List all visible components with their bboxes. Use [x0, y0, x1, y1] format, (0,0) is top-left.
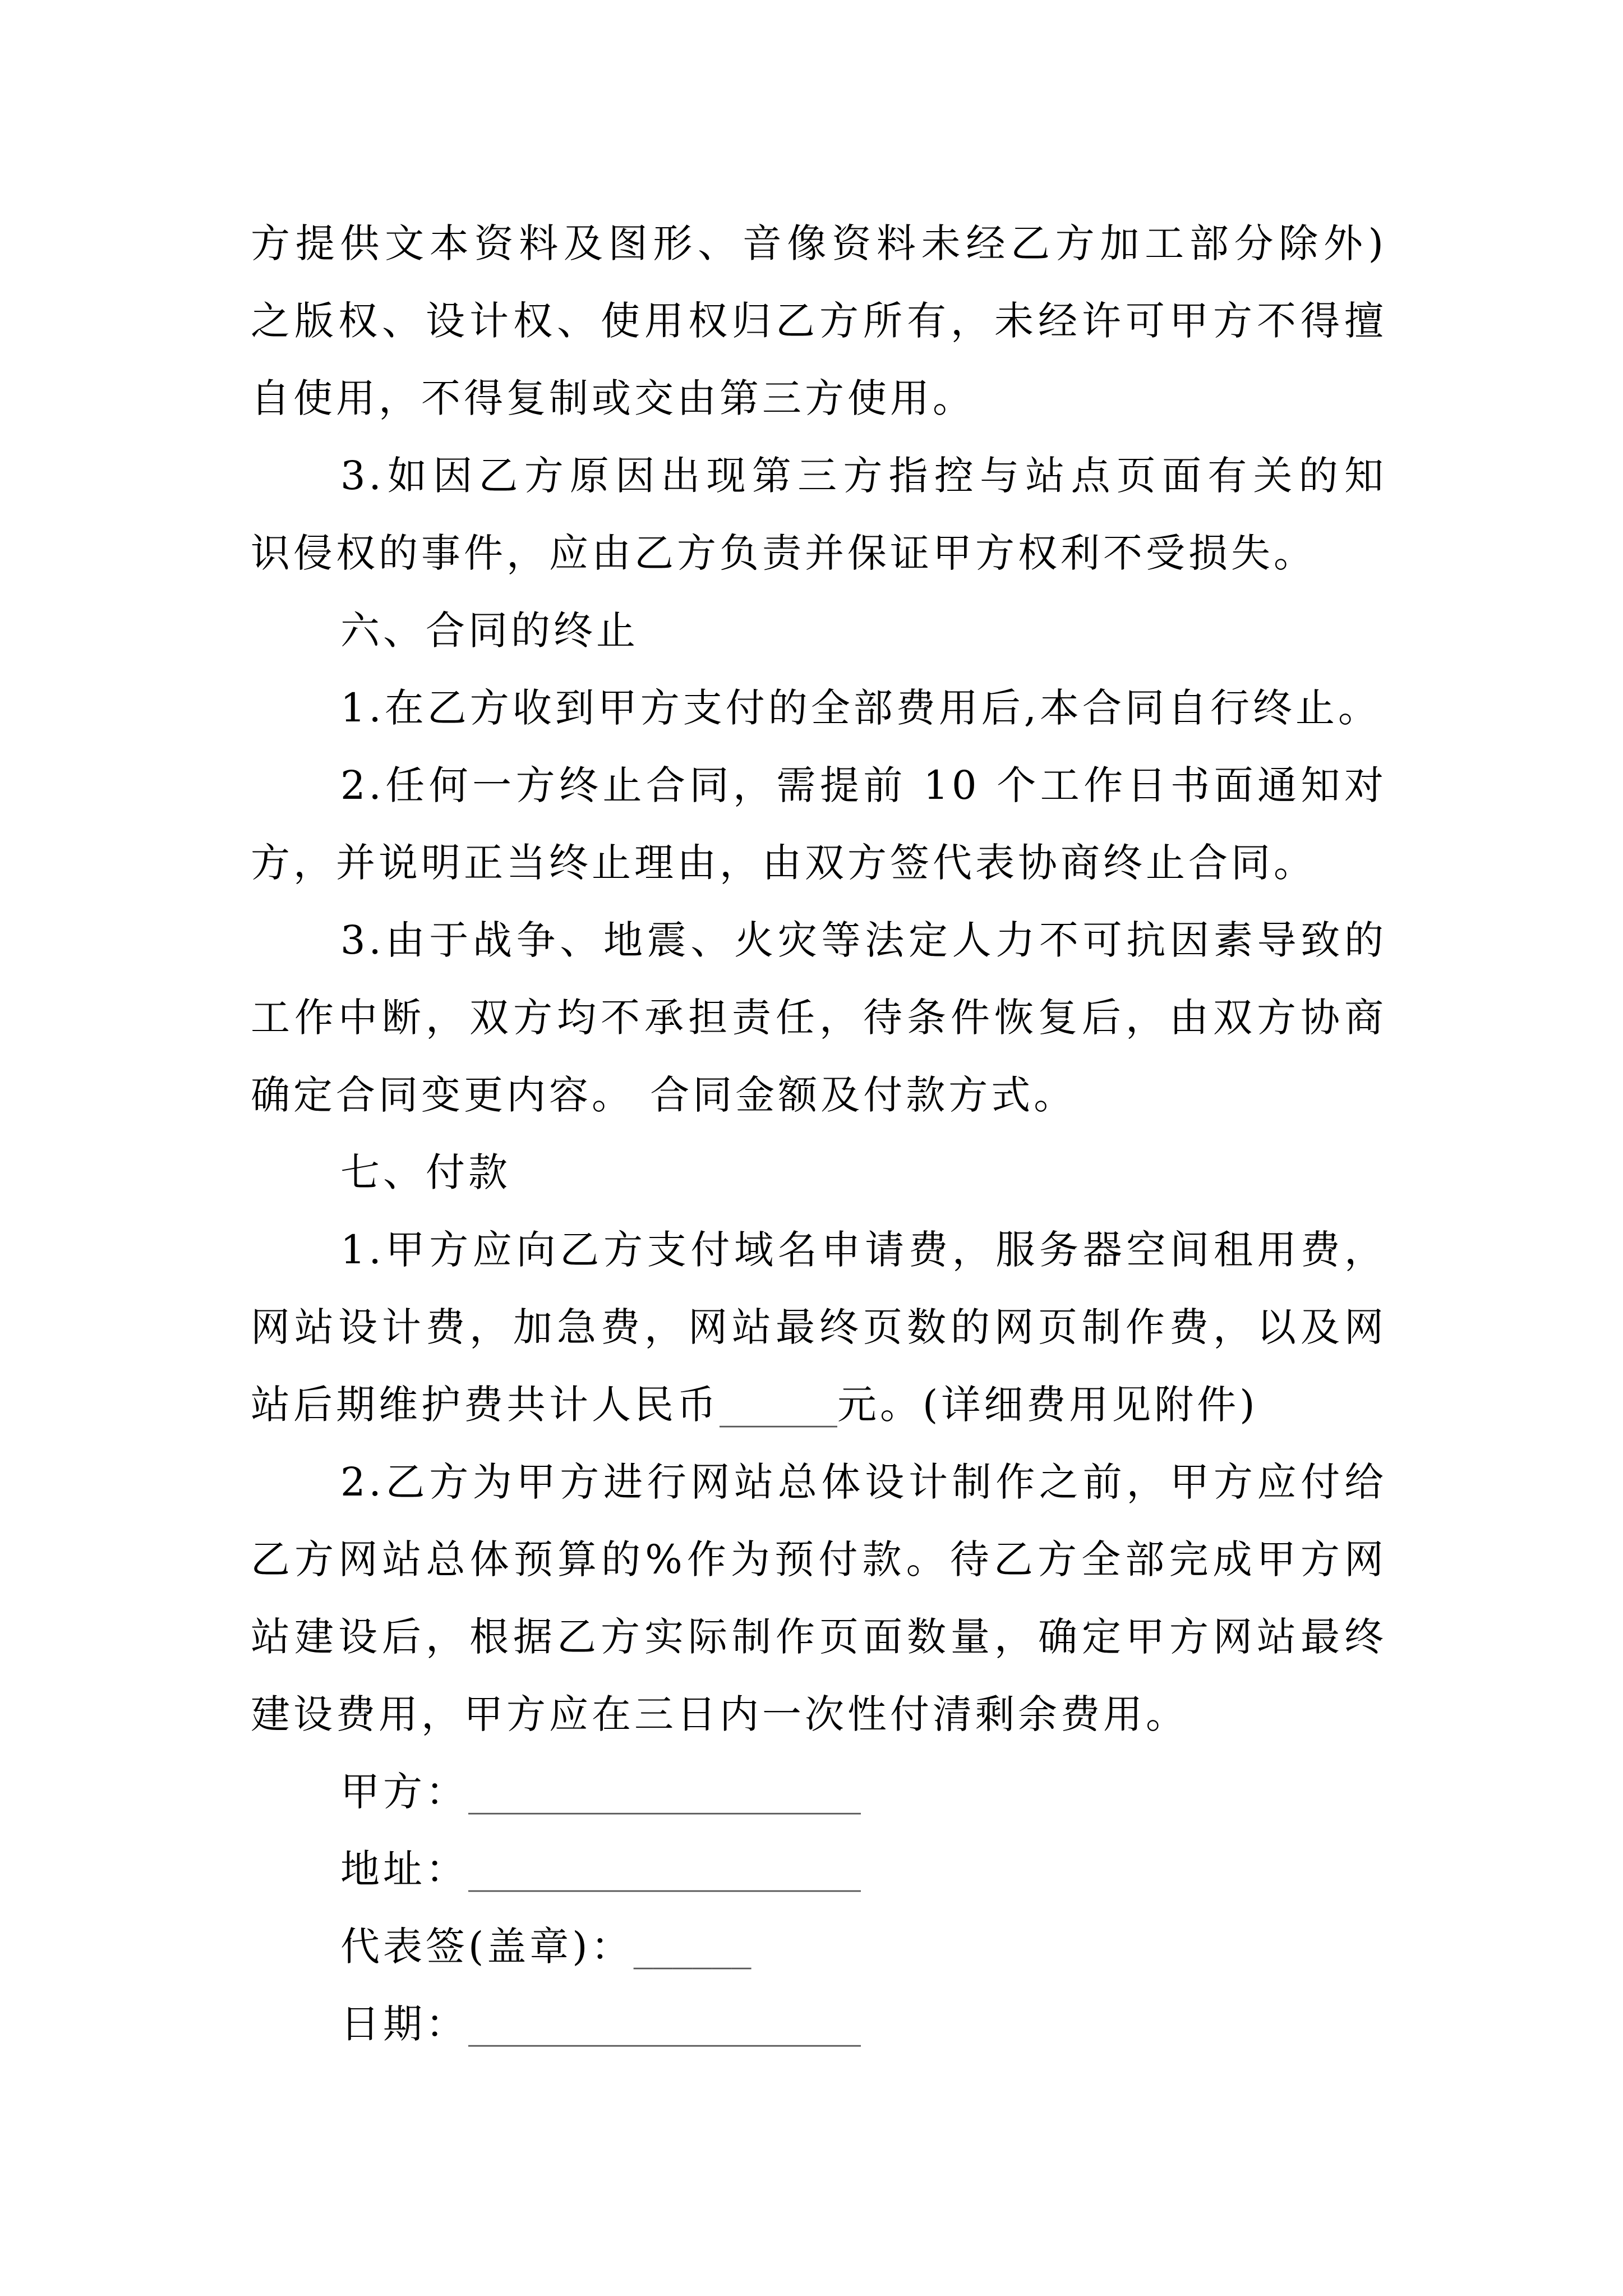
text-line: 自使用，不得复制或交由第三方使用。 [251, 375, 975, 421]
signature-representative [251, 1908, 1387, 1985]
text-line: 2.乙方为甲方进行网站总体设计制作之前，甲方应付给 [340, 1459, 1387, 1505]
date-label: 日期： [340, 2001, 468, 2047]
signature-address [251, 1830, 1387, 1908]
address-blank: ____________________ [468, 1846, 861, 1892]
text-line: 之版权、设计权、使用权归乙方所有，未经许可甲方不得擅 [251, 298, 1387, 344]
text-line: 方，并说明正当终止理由，由双方签代表协商终止合同。 [251, 840, 1316, 886]
signature-party-a [251, 1753, 1387, 1830]
text-line: 3.由于战争、地震、火灾等法定人力不可抗因素导致的 [340, 917, 1387, 963]
text-line: 工作中断，双方均不承担责任，待条件恢复后，由双方协商 [251, 995, 1387, 1041]
text-line: 3.如因乙方原因出现第三方指控与站点页面有关的知 [340, 453, 1387, 499]
text-line: 确定合同变更内容。 合同金额及付款方式。 [251, 1072, 1077, 1118]
signature-date [251, 1985, 1387, 2063]
text-line: 乙方网站总体预算的%作为预付款。待乙方全部完成甲方网 [251, 1536, 1387, 1582]
amount-line [251, 1366, 1387, 1443]
text-line: 1.甲方应向乙方支付域名申请费，服务器空间租用费， [340, 1227, 1387, 1273]
representative-blank: ______ [633, 1924, 751, 1970]
text-line: 站建设后，根据乙方实际制作页面数量，确定甲方网站最终 [251, 1614, 1387, 1660]
address-label: 地址： [340, 1846, 468, 1892]
text-line: 方提供文本资料及图形、音像资料未经乙方加工部分除外) [251, 220, 1387, 266]
document-page [251, 205, 1387, 2063]
amount-line-text: 站后期维护费共计人民币 [251, 1382, 720, 1428]
party-a-blank: ____________________ [468, 1769, 861, 1815]
text-line: 2.任何一方终止合同，需提前 10 个工作日书面通知对 [340, 762, 1387, 808]
text-line: 1.在乙方收到甲方支付的全部费用后,本合同自行终止。 [340, 685, 1381, 731]
text-line: 识侵权的事件，应由乙方负责并保证甲方权利不受损失。 [251, 530, 1316, 576]
text-line: 网站设计费，加急费，网站最终页数的网页制作费，以及网 [251, 1304, 1387, 1350]
party-a-label: 甲方： [340, 1769, 468, 1815]
amount-line-text: 元。(详细费用见附件) [837, 1382, 1258, 1428]
date-blank: ____________________ [468, 2001, 861, 2047]
text-line: 建设费用，甲方应在三日内一次性付清剩余费用。 [251, 1691, 1188, 1737]
section-heading: 七、付款 [340, 1149, 511, 1195]
amount-blank: ______ [720, 1382, 837, 1428]
representative-label: 代表签(盖章)： [340, 1924, 634, 1970]
section-heading: 六、合同的终止 [340, 608, 639, 654]
